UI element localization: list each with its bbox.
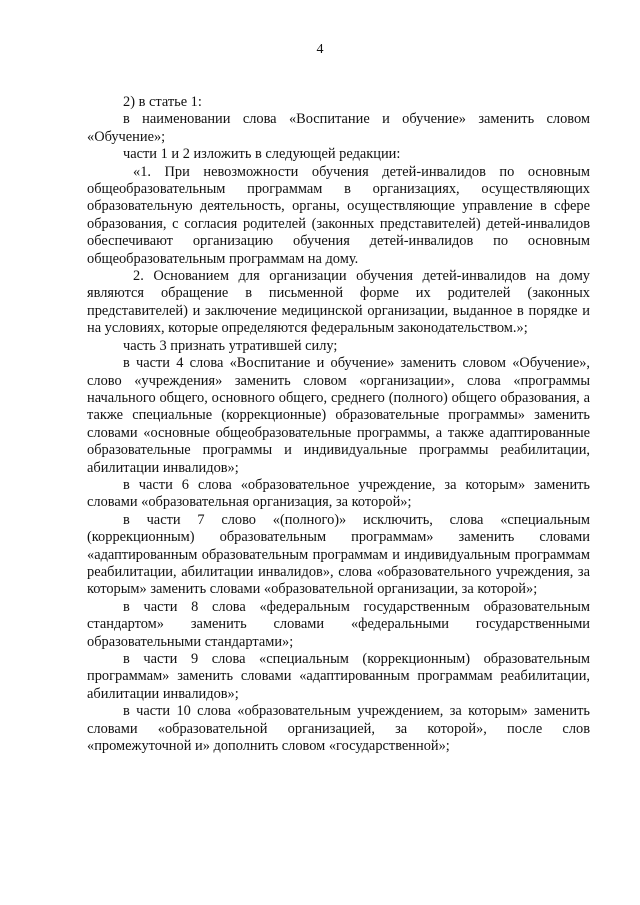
paragraph: часть 3 признать утратившей силу;: [123, 337, 338, 354]
paragraph: в наименовании слова «Воспитание и обучение» заменить словом «Обучение»;: [87, 111, 590, 145]
document-body: [87, 94, 590, 755]
paragraph: в части 4 слова «Воспитание и обучение» заменить словом «Обучение», слово «учреждения» заменить словом «организации», слова «программы начального общего, основного общего, среднего (полного) общего образования, а также специальные (коррекционные) образовательные программы» заменить словами «основные общеобразовательные программы, а также адаптированные образовательные программы и индивидуальные программы реабилитации, абилитации инвалидов»;: [87, 355, 590, 476]
quoted-paragraph: «1. При невозможности обучения детей-инвалидов по основным общеобразовательным программам в организациях, осуществляющих образовательную деятельность, органы, осуществляющие управление в сфере образования, с согласия родителей (законных представителей) детей-инвалидов обеспечивают организацию обучения детей-инвалидов по основным общеобразовательным программам на дому.: [87, 163, 590, 267]
paragraph: в части 10 слова «образовательным учреждением, за которым» заменить словами «образовательной организацией, за которой», после слов «промежуточной и» дополнить словом «государственной»;: [87, 703, 590, 755]
paragraph-article-heading: 2) в статье 1:: [123, 94, 202, 110]
paragraph: части 1 и 2 изложить в следующей редакции:: [123, 146, 401, 163]
paragraph: в части 6 слова «образовательное учреждение, за которым» заменить словами «образовательная организация, за которой»;: [87, 476, 590, 511]
paragraph: в части 8 слова «федеральным государственным образовательным стандартом» заменить словами «федеральными государственными образовательными стандартами»;: [87, 598, 590, 650]
paragraph: в части 9 слова «специальным (коррекционным) образовательным программам» заменить словами «адаптированным программам реабилитации, абилитации инвалидов»;: [87, 651, 590, 702]
quoted-paragraph: 2. Основанием для организации обучения детей-инвалидов на дому являются обращение в письменной форме их родителей (законных представителей) и заключение медицинской организации, выданное в порядке и на условиях, которые определяются федеральным законодательством.»;: [87, 268, 590, 337]
page-number: 4: [316, 42, 324, 57]
paragraph: в части 7 слово «(полного)» исключить, слова «специальным (коррекционным) образовательным программам» заменить словами «адаптированным образовательным программам и индивидуальным программам реабилитации, абилитации инвалидов», слова «образовательного учреждения, за которым» заменить словами «образовательной организации, за которой»;: [87, 511, 590, 598]
